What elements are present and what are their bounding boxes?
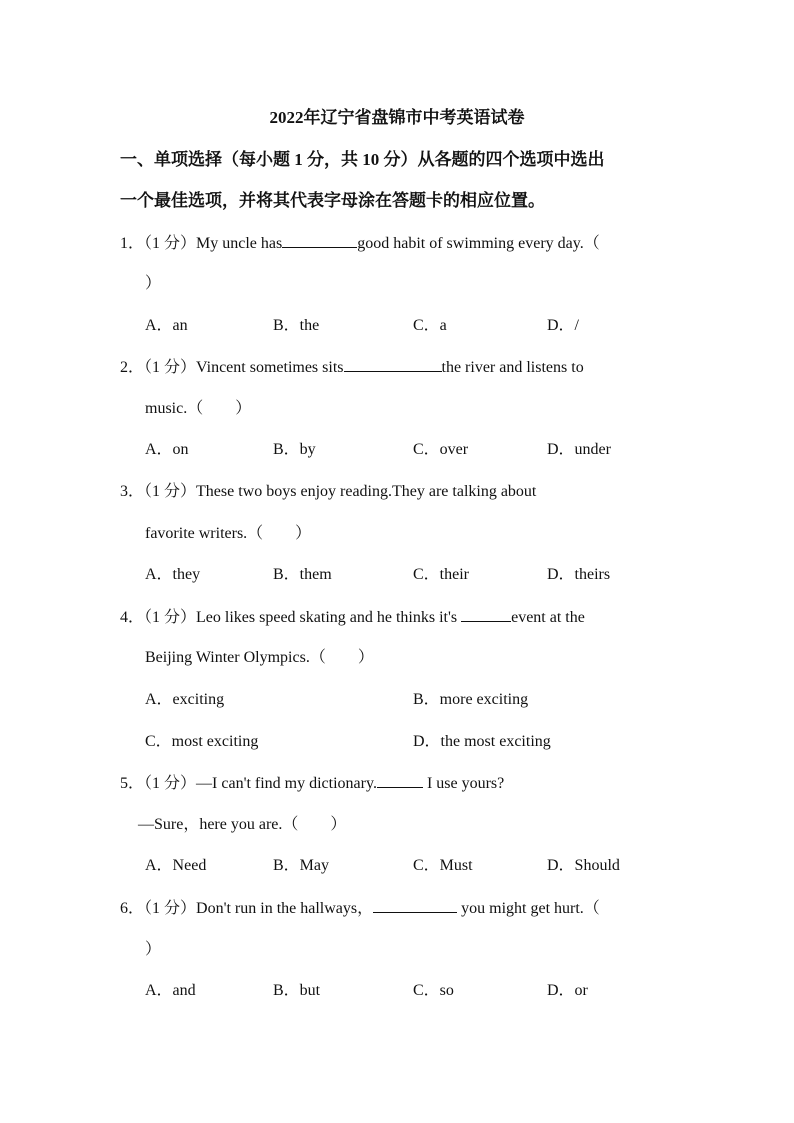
question-1-option-d[interactable]: D．/ [547,317,580,334]
question-number: 4． [120,609,145,626]
question-text: My uncle has [196,235,283,252]
question-text: you might get hurt.（ [461,900,600,917]
question-text: the river and listens to [441,359,584,376]
question-4-stem-tail: Beijing Winter Olympics.（ ） [145,649,374,666]
question-number: 1． [120,235,145,252]
question-text: Leo likes speed skating and he thinks it's [196,609,458,626]
question-3-option-d[interactable]: D．theirs [547,566,611,583]
question-5-stem [120,773,504,794]
question-2-stem [120,357,674,378]
question-3-option-b[interactable]: B．them [273,566,332,583]
question-text: —I can't find my dictionary. [196,775,377,792]
question-5-option-b[interactable]: B．May [273,857,330,874]
question-3-option-c[interactable]: C．their [413,566,469,583]
question-score: （1 分） [144,900,197,917]
question-6-stem-tail: ） [145,941,162,958]
question-1-stem [120,233,674,254]
question-text: good habit of swimming every day.（ [357,235,600,252]
question-number: 6． [120,900,145,917]
question-number: 2． [120,359,145,376]
question-6-option-a[interactable]: A．and [145,982,196,999]
question-4-option-d[interactable]: D．the most exciting [413,733,551,750]
question-text: Vincent sometimes sits [196,359,344,376]
question-2-option-a[interactable]: A．on [145,441,189,458]
question-6-option-c[interactable]: C．so [413,982,454,999]
question-3-option-a[interactable]: A．they [145,566,201,583]
question-3-stem-tail: favorite writers.（ ） [145,525,312,542]
answer-blank [377,773,423,788]
question-text: event at the [511,609,585,626]
question-2-option-c[interactable]: C．over [413,441,469,458]
question-4-option-a[interactable]: A．exciting [145,691,225,708]
question-4-option-c[interactable]: C．most exciting [145,733,259,750]
question-number: 5． [120,775,145,792]
question-6-stem [120,898,674,919]
question-6-option-b[interactable]: B．but [273,982,321,999]
question-5-option-c[interactable]: C．Must [413,857,473,874]
question-score: （1 分） [144,483,197,500]
page-title: 2022年辽宁省盘锦市中考英语试卷 [269,108,525,127]
question-4-option-b[interactable]: B．more exciting [413,691,529,708]
question-text: Don't run in the hallways， [196,900,374,917]
question-1-option-b[interactable]: B．the [273,317,320,334]
question-score: （1 分） [144,775,197,792]
question-score: （1 分） [144,609,197,626]
question-2-stem-tail: music.（ ） [145,400,252,417]
question-text: These two boys enjoy reading.They are talking about [196,483,537,500]
answer-blank [373,898,457,913]
question-1-stem-tail: ） [145,275,162,292]
question-score: （1 分） [144,235,197,252]
answer-blank [344,357,442,372]
question-score: （1 分） [144,359,197,376]
question-number: 3． [120,483,145,500]
question-2-option-b[interactable]: B．by [273,441,316,458]
question-5-stem-tail: —Sure，here you are.（ ） [138,816,347,833]
question-4-stem [120,607,674,628]
question-5-option-a[interactable]: A．Need [145,857,207,874]
question-6-option-d[interactable]: D．or [547,982,588,999]
answer-blank [282,233,357,248]
question-2-option-d[interactable]: D．under [547,441,611,458]
question-1-option-c[interactable]: C．a [413,317,447,334]
question-text: I use yours? [426,775,505,792]
section-heading-line1: 一、单项选择（每小题 1 分，共 10 分）从各题的四个选项中选出 [120,150,605,169]
question-3-stem [120,482,674,502]
answer-blank [461,607,511,622]
section-heading-line2: 一个最佳选项，并将其代表字母涂在答题卡的相应位置。 [120,191,545,210]
question-5-option-d[interactable]: D．Should [547,857,620,874]
question-1-option-a[interactable]: A．an [145,317,188,334]
